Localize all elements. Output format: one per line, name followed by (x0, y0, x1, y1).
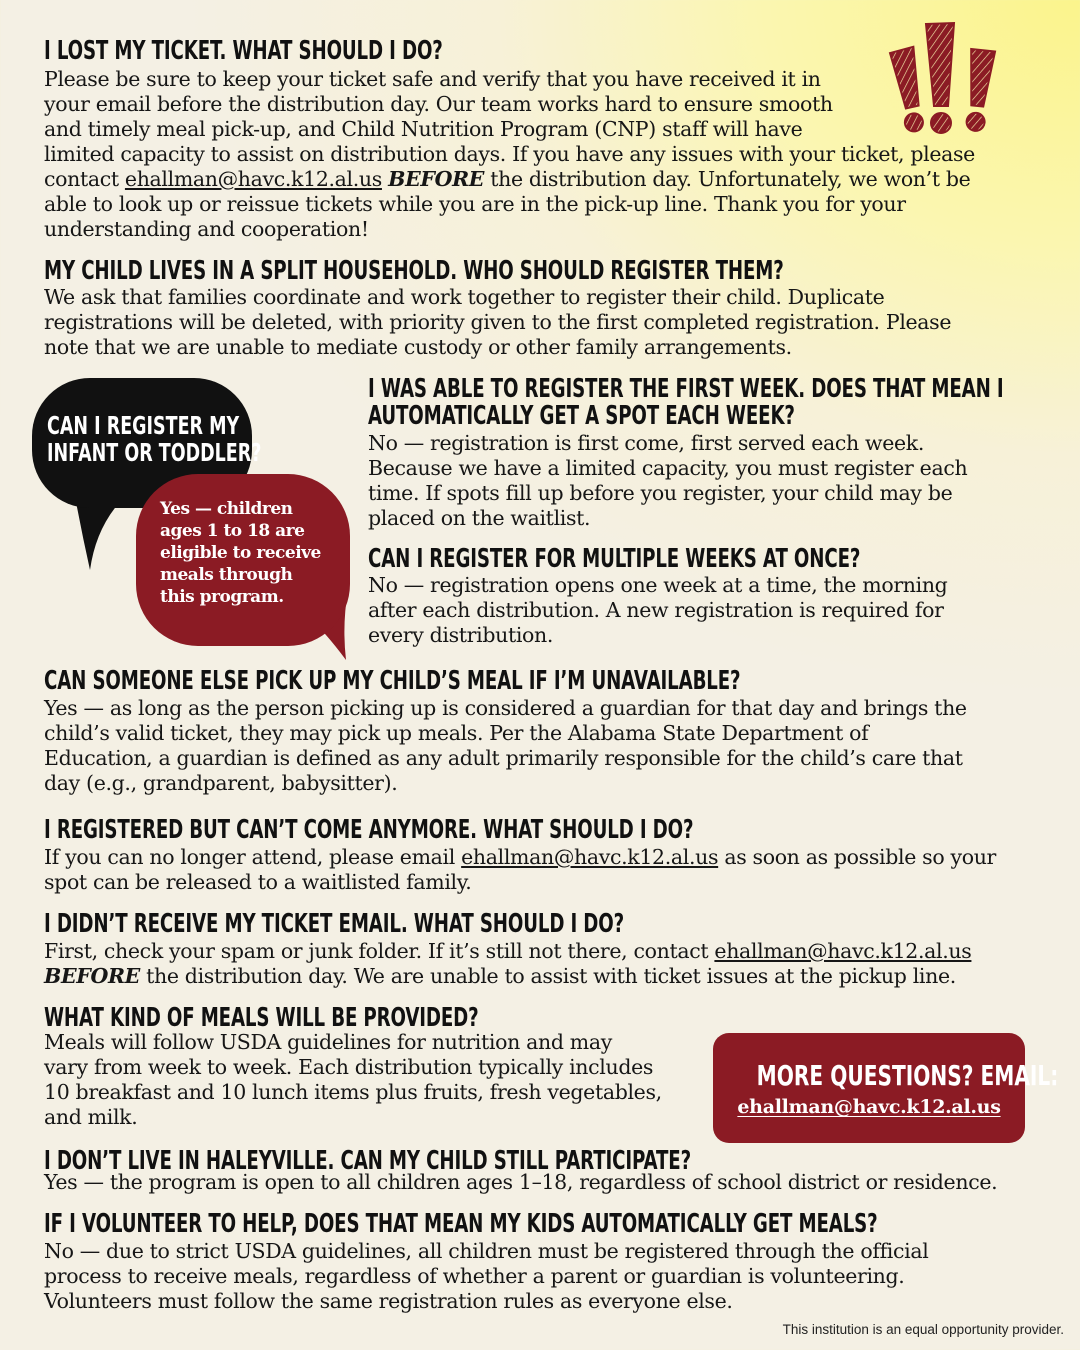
emphasis-before: BEFORE (388, 167, 485, 191)
faq-answer-split-household: We ask that families coordinate and work together to register their child. Duplicate registrations will be deleted, with priority given to the first completed registration. Please note that we are unable to mediate custody or other family arrangements. (44, 285, 952, 359)
faq-question: I DON’T LIVE IN HALEYVILLE. CAN MY CHILD STILL PARTICIPATE? (44, 1146, 692, 1176)
faq-answer-multiple-weeks: No — registration opens one week at a time, the morning after each distribution. A new registration is required for every distribution. (368, 573, 948, 647)
faq-split-household (44, 258, 1080, 285)
faq-question: CAN SOMEONE ELSE PICK UP MY CHILD’S MEAL IF I’M UNAVAILABLE? (44, 666, 741, 696)
faq-no-ticket-email (44, 911, 873, 938)
faq-answer-meal-kind: Meals will follow USDA guidelines for nutrition and may vary from week to week. Each distribution typically includes 10 breakfast and 10 lunch items plus fruits, fresh vegetables, and milk. (44, 1030, 662, 1129)
email-link[interactable]: ehallman@havc.k12.al.us (461, 845, 719, 869)
faq-question: I WAS ABLE TO REGISTER THE FIRST WEEK. DOES THAT MEAN I AUTOMATICALLY GET A SPOT EACH WEEK? (368, 374, 1004, 431)
faq-question: IF I VOLUNTEER TO HELP, DOES THAT MEAN MY KIDS AUTOMATICALLY GET MEALS? (44, 1209, 878, 1239)
contact-email-link[interactable]: ehallman@havc.k12.al.us (737, 1096, 1001, 1118)
faq-answer-volunteer: No — due to strict USDA guidelines, all children must be registered through the official process to receive meals, regardless of whether a parent or guardian is volunteering. Volunteers must follow the same registration rules as everyone else. (44, 1239, 929, 1313)
faq-cant-come (44, 817, 972, 844)
faq-answer-first-week: No — registration is first come, first served each week. Because we have a limited capacity, you must register each time. If spots fill up before you register, your child may be placed on the waitlist. (368, 431, 968, 530)
equal-opportunity-footer: This institution is an equal opportunity provider. (782, 1322, 1064, 1337)
more-questions-heading: MORE QUESTIONS? EMAIL: (756, 1059, 1059, 1092)
faq-first-week (368, 376, 1080, 430)
faq-answer-not-haleyville: Yes — the program is open to all children ages 1–18, regardless of school district or residence. (44, 1170, 998, 1194)
faq-volunteer (44, 1211, 1080, 1238)
faq-question: CAN I REGISTER FOR MULTIPLE WEEKS AT ONCE? (368, 544, 861, 574)
faq-question: MY CHILD LIVES IN A SPLIT HOUSEHOLD. WHO SHOULD REGISTER THEM? (44, 256, 784, 286)
faq-meal-kind (44, 1005, 665, 1032)
faq-answer-cant-come: If you can no longer attend, please email ehallman@havc.k12.al.us as soon as possible so your spot can be released to a waitlisted family. (44, 845, 997, 894)
faq-question: I DIDN’T RECEIVE MY TICKET EMAIL. WHAT SHOULD I DO? (44, 909, 625, 939)
email-link[interactable]: ehallman@havc.k12.al.us (124, 167, 382, 191)
faq-answer-lost-ticket: Please be sure to keep your ticket safe and verify that you have received it in your email before the distribution day. Our team works hard to ensure smooth and timely meal pick-up, and Child Nutrition Program (CNP) staff will have limited capacity to assist on distribution days. If you have any issues with your ticket, please contact ehallman@havc.k12.al.us BEFORE the distribution day. Unfortunately, we won’t be able to look up or reissue tickets while you are in the pick-up line. Thank you for your understanding and cooperation! (44, 67, 975, 241)
faq-someone-else-pickup (44, 668, 1039, 695)
faq-answer-someone-else-pickup: Yes — as long as the person picking up is considered a guardian for that day and brings the child’s valid ticket, they may pick up meals. Per the Alabama State Department of Education, a guardian is defined as any adult primarily responsible for the child’s care that day (e.g., grandparent, babysitter). (44, 696, 967, 795)
more-questions-box (713, 1033, 1059, 1143)
faq-multiple-weeks (368, 546, 1071, 573)
emphasis-before: BEFORE (44, 964, 140, 988)
email-link[interactable]: ehallman@havc.k12.al.us (714, 939, 972, 963)
faq-question: I LOST MY TICKET. WHAT SHOULD I DO? (44, 36, 443, 66)
faq-question: I REGISTERED BUT CAN’T COME ANYMORE. WHAT SHOULD I DO? (44, 815, 694, 845)
faq-question: WHAT KIND OF MEALS WILL BE PROVIDED? (44, 1003, 479, 1033)
faq-answer-no-ticket-email: First, check your spam or junk folder. If it’s still not there, contact ehallman@havc.k12.al.us BEFORE the distribution day. We are unable to assist with ticket issues at the pickup line. (44, 939, 972, 988)
speech-bubble-question: CAN I REGISTER MY INFANT OR TODDLER? (32, 378, 252, 508)
speech-bubble-answer: Yes — children ages 1 to 18 are eligible to receive meals through this program. (136, 474, 350, 646)
faq-lost-ticket (44, 38, 614, 65)
